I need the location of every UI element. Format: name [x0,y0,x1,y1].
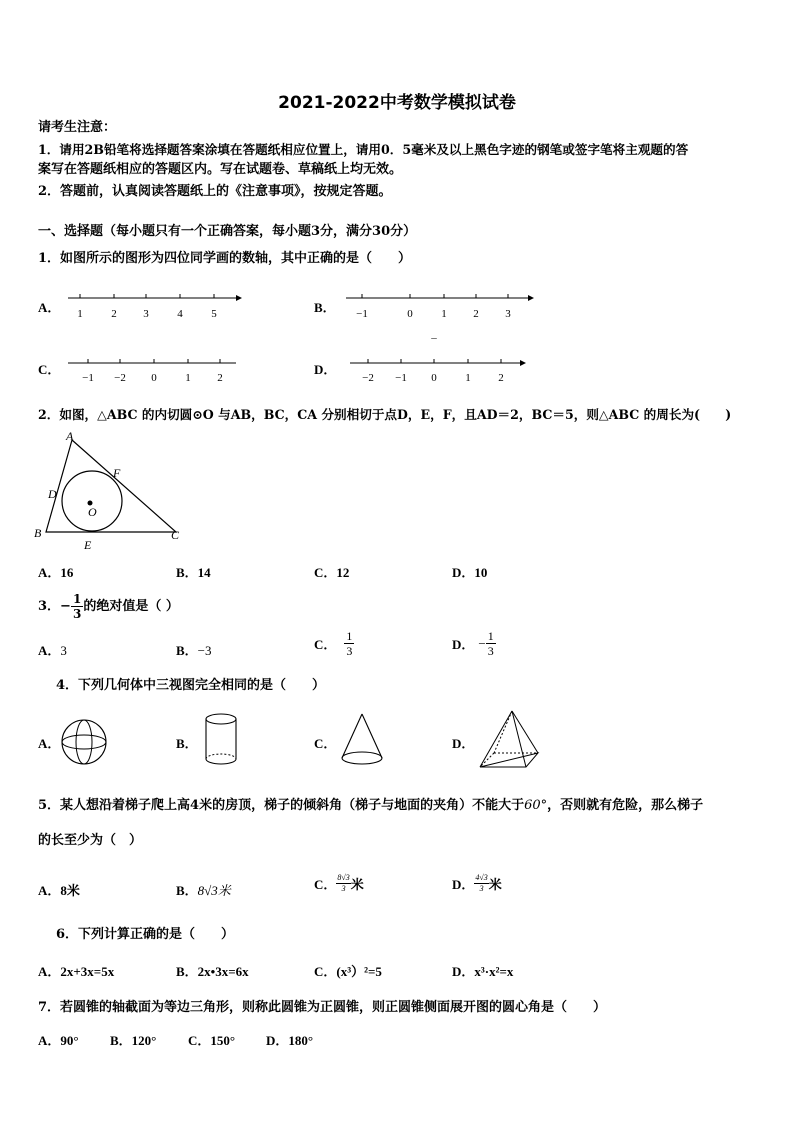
q3-prefix: 3． [38,598,61,614]
q4-option-c-label: C． [314,736,337,751]
page-title: 2021-2022中考数学模拟试卷 [278,93,516,113]
triangle-incircle-figure [34,428,194,552]
q5-option-d [452,873,502,894]
axis-d-tick-3: 0 [431,372,437,384]
axis-a-tick-2: 2 [111,308,117,320]
notice-item-1-line-1: 1．请用2B铅笔将选择题答案涂填在答题纸相应位置上，请用0．5毫米及以上黑色字迹的钢笔或签字笔将主观题的答 [38,142,689,157]
question-3-stem [38,592,179,621]
q7-option-d: D．180° [266,1033,314,1048]
q3-option-c-label: C． [314,637,337,652]
axis-c-tick-1: −1 [82,372,94,384]
q5-angle: 60° [524,798,548,813]
q5-option-c-label: C． [314,877,337,892]
question-2-stem: 2．如图，△ABC 的内切圆⊙O 与AB，BC，CA 分别相切于点D，E，F，且AD＝2，BC＝5，则△ABC 的周长为( ) [38,407,732,422]
q3-option-c-num: 1 [346,629,353,643]
q3-option-d-neg: − [478,635,486,651]
label-b: B [34,526,42,540]
q3-option-d [452,629,496,658]
q5-option-d-label: D． [452,877,475,892]
sphere-icon [60,716,110,768]
q2-option-b: B．14 [176,565,211,580]
label-o: O [88,505,97,519]
pyramid-icon [476,709,542,773]
q5-option-d-num: 4√3 [475,873,488,882]
q4-option-b-label: B． [176,736,198,751]
axis-a-tick-1: 1 [77,308,83,320]
label-f: F [113,466,121,480]
q3-fraction [71,592,83,621]
q3-suffix: 的绝对值是（ ） [83,598,179,614]
q3-option-a-value: 3 [60,643,67,658]
number-line-d [346,353,532,389]
section-heading: 一、选择题（每小题只有一个正确答案，每小题3分，满分30分） [38,224,417,239]
question-5-line-2: 的长至少为（ ） [38,833,143,848]
q3-option-a [38,640,67,659]
q6-option-a: A．2x+3x=5x [38,964,115,979]
axis-c-tick-3: 0 [151,372,157,384]
label-c: C [171,528,180,542]
q5-option-d-fraction [474,873,488,894]
q2-option-a: A．16 [38,565,74,580]
axis-b-tick-5: 3 [505,308,511,320]
q3-option-a-label: A． [38,643,61,658]
q3-option-c-den: 3 [346,644,353,658]
q1-option-b-label: B． [314,300,336,315]
axis-b-tick-1: −1 [356,308,368,320]
q5-option-c-num: 8√3 [337,873,350,882]
q5-option-b-value: 8√3米 [197,883,231,898]
question-1-stem: 1．如图所示的图形为四位同学画的数轴，其中正确的是（ ） [38,251,412,266]
q3-option-b-label: B． [176,643,198,658]
q3-option-b [176,640,212,659]
axis-b-tick-3: 1 [441,308,447,320]
q5-option-a: A．8米 [38,883,80,898]
q1-option-d-label: D． [314,362,337,377]
q2-option-c: C．12 [314,565,350,580]
q7-option-a: A．90° [38,1033,79,1048]
q3-option-d-den: 3 [487,644,494,658]
axis-c-tick-2: −2 [114,372,126,384]
axis-c-tick-5: 2 [217,372,223,384]
notice-item-1-line-2: 案写在答题纸相应的答题区内。写在试题卷、草稿纸上均无效。 [38,162,403,177]
q3-option-b-value: −3 [197,643,212,658]
axis-d-tick-5: 2 [498,372,504,384]
label-d: D [48,487,57,501]
q5-option-b [176,880,231,899]
cone-icon [338,712,388,770]
q7-option-c: C．150° [188,1033,236,1048]
q1-option-a-label: A． [38,300,61,315]
q3-option-d-fraction [486,629,496,658]
q7-option-b: B．120° [110,1033,157,1048]
axis-d-tick-4: 1 [465,372,471,384]
axis-d-tick-2: −1 [395,372,407,384]
axis-b-tick-4: 2 [473,308,479,320]
question-4-stem: 4．下列几何体中三视图完全相同的是（ ） [56,678,326,693]
q5-text-a: 5．某人想沿着梯子爬上高4米的房顶，梯子的倾斜角（梯子与地面的夹角）不能大于 [38,798,525,813]
number-line-a [64,288,244,324]
q6-option-b: B．2x•3x=6x [176,964,249,979]
notice-item-2: 2．答题前，认真阅读答题纸上的《注意事项》，按规定答题。 [38,184,392,199]
q3-neg: − [60,598,71,614]
axis-a-tick-3: 3 [143,308,149,320]
q5-option-c [314,873,364,894]
axis-b-tick-2: 0 [407,308,413,320]
q1-option-c-label: C． [38,362,61,377]
q6-option-d: D．x³·x²=x [452,964,514,979]
q3-fraction-num: 1 [72,592,82,606]
cylinder-icon [202,711,242,769]
label-a: A [66,429,74,443]
q5-text-b: ，否则就有危险，那么梯子 [547,798,704,813]
question-5-line-1 [38,796,703,816]
q5-option-b-label: B． [176,883,198,898]
q5-option-d-unit: 米 [488,877,502,892]
label-e: E [84,538,92,552]
notice-heading: 请考生注意： [38,120,117,135]
question-6-stem: 6．下列计算正确的是（ ） [56,927,235,942]
q5-option-d-den: 3 [479,884,484,893]
axis-b-mark: – [431,332,437,344]
q5-option-c-den: 3 [341,884,346,893]
axis-c-tick-4: 1 [185,372,191,384]
axis-a-tick-4: 4 [177,308,183,320]
q5-option-c-fraction [336,873,350,894]
q2-option-d: D．10 [452,565,488,580]
question-7-stem: 7．若圆锥的轴截面为等边三角形，则称此圆锥为正圆锥，则正圆锥侧面展开图的圆心角是（ ） [38,1000,607,1015]
q5-option-c-unit: 米 [350,877,364,892]
axis-d-tick-1: −2 [362,372,374,384]
q4-option-d-label: D． [452,736,475,751]
q3-option-c [314,629,354,658]
q4-option-a-label: A． [38,736,61,751]
number-line-b [342,288,538,350]
q3-option-d-label: D． [452,637,475,652]
q3-option-c-fraction [344,629,354,658]
q3-fraction-den: 3 [72,607,82,621]
q3-option-d-num: 1 [487,629,494,643]
axis-a-tick-5: 5 [211,308,217,320]
number-line-c [64,353,244,389]
q6-option-c: C．(x³）²=5 [314,964,382,979]
